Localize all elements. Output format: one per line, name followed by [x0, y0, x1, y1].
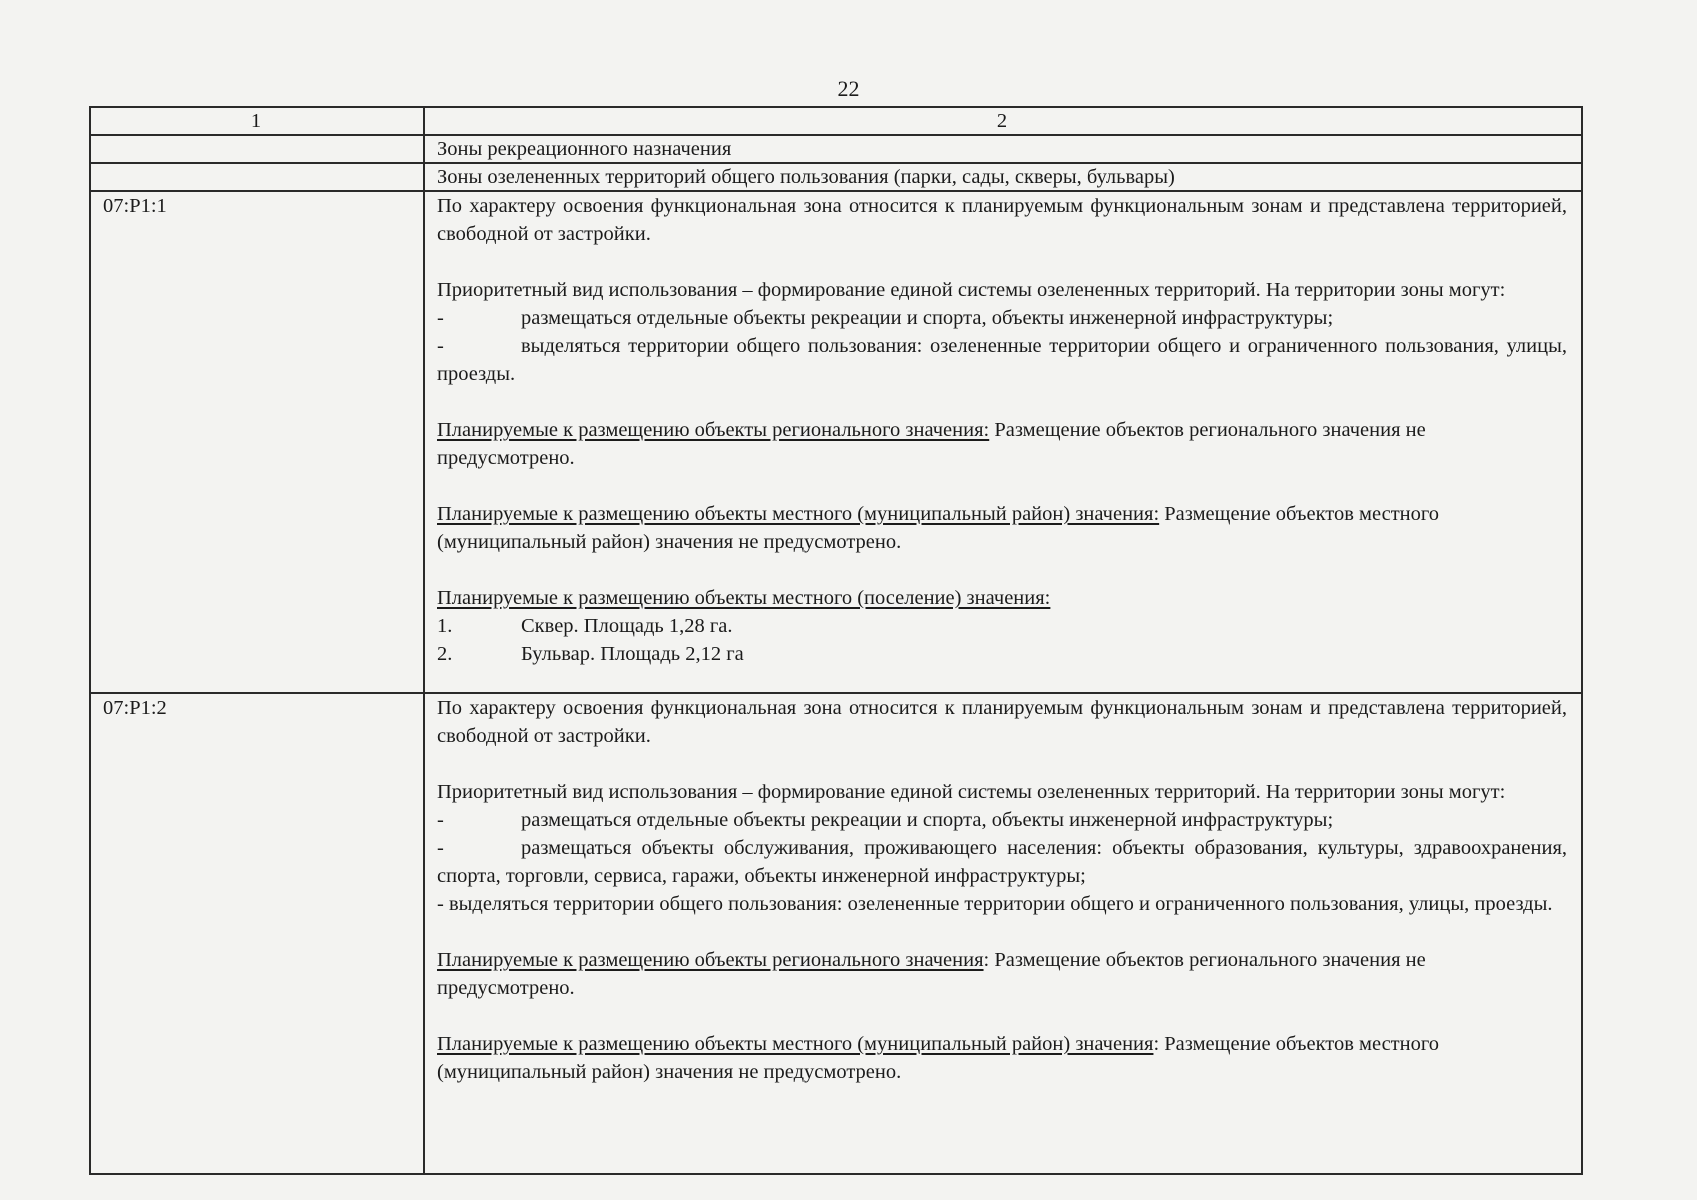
section-title: Зоны рекреационного назначения	[424, 135, 1582, 163]
zone-code: 07:Р1:2	[90, 693, 424, 1174]
table-subheader-row	[90, 163, 1582, 191]
zone-intro: По характеру освоения функциональная зона относится к планируемым функциональным зонам и представлена территорией, свободной от застройки.	[437, 195, 1567, 245]
table-header-row	[90, 107, 1582, 135]
settlement-heading: Планируемые к размещению объекты местного (поселение) значения:	[437, 587, 1051, 609]
regional-heading: Планируемые к размещению объекты регионального значения	[437, 949, 984, 971]
municipal-heading: Планируемые к размещению объекты местного (муниципальный район) значения	[437, 1033, 1154, 1055]
settlement-objects	[437, 584, 1567, 612]
regional-objects: Планируемые к размещению объекты регионального значения: Размещение объектов регионального значения не предусмотрено.	[437, 949, 1426, 999]
zone-code: 07:Р1:1	[90, 191, 424, 693]
regional-heading: Планируемые к размещению объекты регионального значения:	[437, 419, 990, 441]
list-item: - выделяться территории общего пользования: озелененные территории общего и ограниченного пользования, улицы, проезды.	[437, 335, 1567, 385]
list-item: - размещаться отдельные объекты рекреации и спорта, объекты инженерной инфраструктуры;	[437, 809, 1334, 831]
municipal-objects: Планируемые к размещению объекты местного (муниципальный район) значения: Размещение объектов местного (муниципальный район) значения не предусмотрено.	[437, 503, 1440, 553]
zone-intro: По характеру освоения функциональная зона относится к планируемым функциональным зонам и представлена территорией, свободной от застройки.	[437, 697, 1567, 747]
table-row	[90, 693, 1582, 1174]
empty-cell	[90, 135, 424, 163]
list-item: - размещаться отдельные объекты рекреации и спорта, объекты инженерной инфраструктуры;	[437, 307, 1334, 329]
municipal-heading: Планируемые к размещению объекты местного (муниципальный район) значения:	[437, 503, 1160, 525]
table-row	[90, 191, 1582, 693]
zones-table	[89, 106, 1583, 1175]
list-item: - выделяться территории общего пользования: озелененные территории общего и ограниченного пользования, улицы, проезды.	[437, 893, 1553, 915]
column-header-2: 2	[424, 107, 1582, 135]
table-subheader-row	[90, 135, 1582, 163]
list-item: 2. Бульвар. Площадь 2,12 га	[437, 643, 744, 665]
zone-description	[424, 693, 1582, 1174]
zone-description	[424, 191, 1582, 693]
list-item: 1. Сквер. Площадь 1,28 га.	[437, 615, 733, 637]
regional-objects: Планируемые к размещению объекты регионального значения: Размещение объектов регионального значения не предусмотрено.	[437, 419, 1426, 469]
zone-priority: Приоритетный вид использования – формирование единой системы озелененных территорий. На территории зоны могут:	[437, 781, 1506, 803]
column-header-1: 1	[90, 107, 424, 135]
zone-priority: Приоритетный вид использования – формирование единой системы озелененных территорий. На территории зоны могут:	[437, 279, 1506, 301]
municipal-objects: Планируемые к размещению объекты местного (муниципальный район) значения: Размещение объектов местного (муниципальный район) значения не предусмотрено.	[437, 1033, 1440, 1083]
empty-cell	[90, 163, 424, 191]
page-number: 22	[837, 76, 860, 101]
subsection-title: Зоны озелененных территорий общего пользования (парки, сады, скверы, бульвары)	[424, 163, 1582, 191]
list-item: - размещаться объекты обслуживания, проживающего населения: объекты образования, культуры, здравоохранения, спорта, торговли, сервиса, гаражи, объекты инженерной инфраструктуры;	[437, 837, 1567, 887]
